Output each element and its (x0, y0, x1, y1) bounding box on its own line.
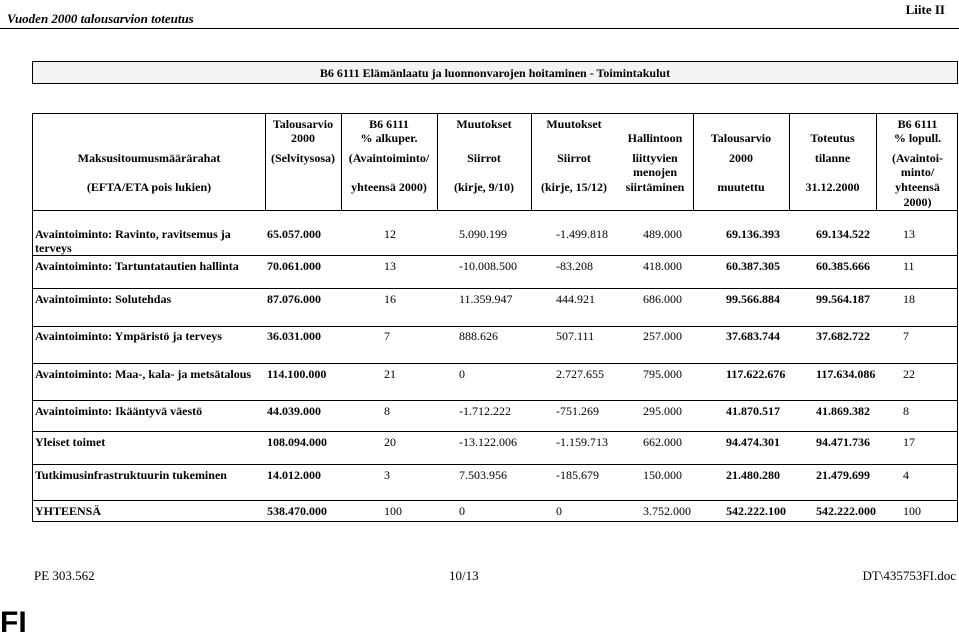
column-header-text: Muutokset (546, 117, 602, 131)
row-label: Tutkimusinfrastruktuurin tukeminen (35, 468, 227, 482)
cell-s1: -1.712.222 (459, 404, 511, 418)
cell-tot: 69.134.522 (816, 227, 870, 241)
cell-pct: 16 (384, 292, 396, 306)
cell-pct2: 100 (903, 504, 921, 518)
cell-muut: 41.870.517 (726, 404, 780, 418)
row-divider (33, 400, 957, 401)
cell-s2: 2.727.655 (556, 367, 604, 381)
cell-muut: 542.222.100 (726, 504, 786, 518)
column-header-text: (Avaintoiminto/ (348, 151, 430, 165)
row-divider (33, 464, 957, 465)
row-label: Avaintoiminto: Ravinto, ravitsemus ja terveys (35, 227, 231, 255)
column-header-text: menojen (633, 165, 677, 179)
cell-hall: 489.000 (643, 227, 682, 241)
column-header-text: Siirrot (467, 151, 501, 165)
cell-pct: 13 (384, 259, 396, 273)
cell-pct: 20 (384, 435, 396, 449)
column-header-text: yhteensä 2000) (351, 180, 427, 194)
cell-hall: 686.000 (643, 292, 682, 306)
column-header-text: (EFTA/ETA pois lukien) (86, 180, 212, 194)
column-header-text: 2000 (729, 151, 753, 165)
footer-reference: PE 303.562 (34, 568, 95, 583)
cell-ta: 538.470.000 (267, 504, 327, 518)
column-header-text: % lopull. (893, 131, 942, 145)
cell-ta: 65.057.000 (267, 227, 321, 241)
cell-tot: 542.222.000 (816, 504, 876, 518)
column-header-text: 2000 (291, 131, 315, 145)
cell-muut: 94.474.301 (726, 435, 780, 449)
column-header-text: minto/ (900, 165, 935, 179)
row-label: Avaintoiminto: Tartuntatautien hallinta (35, 259, 239, 273)
cell-tot: 99.564.187 (816, 292, 870, 306)
cell-s1: 0 (459, 367, 465, 381)
cell-s1: 11.359.947 (459, 292, 513, 306)
cell-muut: 69.136.393 (726, 227, 780, 241)
cell-ta: 70.061.000 (267, 259, 321, 273)
cell-tot: 41.869.382 (816, 404, 870, 418)
column-header-text: 31.12.2000 (805, 180, 860, 194)
cell-s2: -1.159.713 (556, 435, 608, 449)
column-header-text: (Avaintoi- (891, 151, 944, 165)
cell-hall: 257.000 (643, 329, 682, 343)
column-header-text: liittyvien (632, 151, 678, 165)
cell-muut: 99.566.884 (726, 292, 780, 306)
row-label: Avaintoiminto: Ympäristö ja terveys (35, 329, 222, 343)
cell-s2: 444.921 (556, 292, 595, 306)
cell-pct2: 4 (903, 468, 909, 482)
cell-s2: 507.111 (556, 329, 595, 343)
column-header-text: (kirje, 9/10) (454, 180, 514, 194)
column-header-text: Hallintoon (627, 131, 683, 145)
table-title-box (32, 61, 958, 84)
cell-s1: 7.503.956 (459, 468, 507, 482)
budget-table (32, 113, 958, 522)
cell-hall: 795.000 (643, 367, 682, 381)
cell-pct2: 11 (903, 259, 915, 273)
row-label: Avaintoiminto: Solutehdas (35, 292, 172, 306)
cell-pct: 3 (384, 468, 390, 482)
column-header-text: (Selvitysosa) (271, 151, 335, 165)
row-label: Avaintoiminto: Ikääntyvä väestö (35, 404, 203, 418)
cell-ta: 14.012.000 (267, 468, 321, 482)
column-header-text: 2000) (903, 195, 932, 209)
cell-s1: 0 (459, 504, 465, 518)
cell-ta: 36.031.000 (267, 329, 321, 343)
cell-s2: 0 (556, 504, 562, 518)
cell-ta: 44.039.000 (267, 404, 321, 418)
cell-hall: 150.000 (643, 468, 682, 482)
cell-tot: 117.634.086 (816, 367, 876, 381)
cell-tot: 60.385.666 (816, 259, 870, 273)
cell-pct2: 8 (903, 404, 909, 418)
cell-ta: 108.094.000 (267, 435, 327, 449)
column-header-text: Talousarvio (272, 117, 334, 131)
column-header-text: % alkuper. (360, 131, 418, 145)
cell-pct2: 17 (903, 435, 915, 449)
cell-s1: 888.626 (459, 329, 498, 343)
cell-hall: 662.000 (643, 435, 682, 449)
cell-pct: 8 (384, 404, 390, 418)
annex-label: Liite II (905, 2, 945, 17)
column-header-text: B6 6111 (369, 117, 409, 131)
cell-tot: 21.479.699 (816, 468, 870, 482)
row-divider (33, 255, 957, 256)
cell-tot: 94.471.736 (816, 435, 870, 449)
column-header-text: muutettu (717, 180, 765, 194)
cell-s1: 5.090.199 (459, 227, 507, 241)
column-header-text: Muutokset (456, 117, 512, 131)
header-divider-line (33, 210, 957, 211)
table-title: B6 6111 Elämänlaatu ja luonnonvarojen hoitaminen - Toimintakulut (319, 66, 671, 80)
header-divider (0, 28, 959, 29)
column-header-text: (kirje, 15/12) (541, 180, 607, 194)
document-filename: DT\435753FI.doc (862, 568, 956, 583)
row-label: YHTEENSÄ (35, 504, 102, 518)
cell-hall: 418.000 (643, 259, 682, 273)
cell-s1: -13.122.006 (459, 435, 517, 449)
cell-pct2: 18 (903, 292, 915, 306)
language-code: FI (0, 606, 27, 639)
cell-pct2: 22 (903, 367, 915, 381)
column-header-text: Talousarvio (710, 131, 772, 145)
row-divider (33, 288, 957, 289)
column-header-text: Toteutus (810, 131, 855, 145)
cell-muut: 37.683.744 (726, 329, 780, 343)
row-label: Avaintoiminto: Maa-, kala- ja metsätalous (35, 367, 252, 381)
cell-ta: 114.100.000 (267, 367, 327, 381)
cell-pct: 100 (384, 504, 402, 518)
cell-hall: 3.752.000 (643, 504, 691, 518)
cell-pct: 12 (384, 227, 396, 241)
document-header-title: Vuoden 2000 talousarvion toteutus (7, 11, 194, 26)
column-header-text: Siirrot (557, 151, 591, 165)
cell-pct2: 13 (903, 227, 915, 241)
cell-pct: 21 (384, 367, 396, 381)
row-divider (33, 431, 957, 432)
cell-s2: -1.499.818 (556, 227, 608, 241)
row-divider (33, 500, 957, 501)
cell-muut: 60.387.305 (726, 259, 780, 273)
cell-muut: 117.622.676 (726, 367, 786, 381)
row-label: Yleiset toimet (35, 435, 106, 449)
row-divider (33, 326, 957, 327)
cell-pct2: 7 (903, 329, 909, 343)
cell-s1: -10.008.500 (459, 259, 517, 273)
column-header-text: tilanne (814, 151, 851, 165)
cell-s2: -83.208 (556, 259, 593, 273)
column-header-text: siirtäminen (625, 180, 685, 194)
cell-hall: 295.000 (643, 404, 682, 418)
column-header-text: Maksusitoumusmäärärahat (77, 151, 221, 165)
column-header-text: B6 6111 (897, 117, 938, 131)
cell-s2: -751.269 (556, 404, 599, 418)
cell-pct: 7 (384, 329, 390, 343)
cell-tot: 37.682.722 (816, 329, 870, 343)
page-number: 10/13 (449, 568, 479, 583)
cell-s2: -185.679 (556, 468, 599, 482)
row-divider (33, 363, 957, 364)
cell-muut: 21.480.280 (726, 468, 780, 482)
cell-ta: 87.076.000 (267, 292, 321, 306)
column-header-text: yhteensä (895, 180, 940, 194)
